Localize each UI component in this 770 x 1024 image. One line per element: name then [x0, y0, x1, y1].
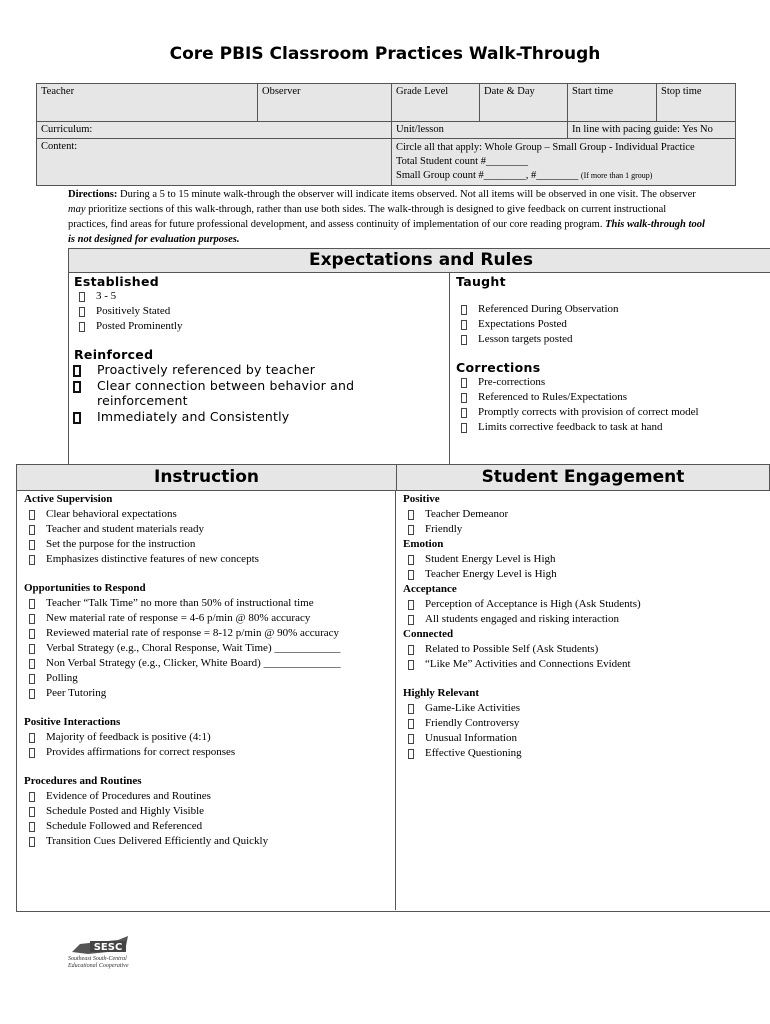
checklist-item[interactable]: Teacher Demeanor — [403, 507, 765, 522]
checklist-item[interactable]: 3 - 5 — [74, 289, 446, 304]
checkbox-icon[interactable] — [79, 292, 85, 302]
checklist-item[interactable]: Emphasizes distinctive features of new concepts — [24, 552, 394, 567]
pacing-guide-field[interactable]: In line with pacing guide: Yes No — [568, 122, 736, 139]
checkbox-icon[interactable] — [29, 629, 35, 639]
checklist-item[interactable]: New material rate of response = 4-6 p/min @ 80% accuracy — [24, 611, 394, 626]
checklist-item[interactable]: Schedule Followed and Referenced — [24, 819, 394, 834]
taught-list — [456, 302, 766, 347]
unit-lesson-field[interactable]: Unit/lesson — [392, 122, 568, 139]
sesc-logo — [68, 928, 148, 978]
checkbox-icon[interactable] — [408, 510, 414, 520]
checkbox-icon[interactable] — [408, 555, 414, 565]
date-day-field[interactable]: Date & Day — [480, 84, 568, 122]
checklist-item[interactable]: All students engaged and risking interaction — [403, 612, 765, 627]
positive-list — [403, 507, 765, 537]
checkbox-icon[interactable] — [408, 525, 414, 535]
checkbox-icon[interactable] — [29, 792, 35, 802]
checkbox-icon[interactable] — [73, 412, 81, 424]
reinforced-list — [69, 362, 446, 424]
checkbox-icon[interactable] — [79, 307, 85, 317]
checklist-item[interactable]: Peer Tutoring — [24, 686, 394, 701]
checkbox-icon[interactable] — [408, 615, 414, 625]
instruction-column — [24, 492, 394, 849]
logo-caption: Southeast South-Central Educational Cooperative — [68, 956, 129, 969]
checkbox-icon[interactable] — [29, 822, 35, 832]
checklist-item[interactable]: Promptly corrects with provision of correct model — [456, 405, 766, 420]
connected-heading: Connected — [403, 628, 454, 640]
checklist-item[interactable]: Student Energy Level is High — [403, 552, 765, 567]
checkbox-icon[interactable] — [29, 659, 35, 669]
emotion-list — [403, 552, 765, 582]
checkbox-icon[interactable] — [461, 335, 467, 345]
engagement-column — [403, 492, 765, 761]
active-supervision-list — [24, 507, 394, 567]
corrections-heading: Corrections — [456, 360, 541, 375]
checkbox-icon[interactable] — [29, 599, 35, 609]
small-group-note: (If more than 1 group) — [580, 171, 653, 180]
active-supervision-heading: Active Supervision — [24, 493, 113, 505]
checkbox-icon[interactable] — [29, 525, 35, 535]
checkbox-icon[interactable] — [408, 704, 414, 714]
directions-label: Directions: — [68, 189, 118, 200]
checkbox-icon[interactable] — [29, 614, 35, 624]
page-title: Core PBIS Classroom Practices Walk-Through — [169, 44, 601, 64]
checklist-item[interactable]: Teacher “Talk Time” no more than 50% of instructional time — [24, 596, 394, 611]
checkbox-icon[interactable] — [29, 689, 35, 699]
checkbox-icon[interactable] — [73, 365, 81, 377]
expectations-divider — [449, 272, 450, 464]
checklist-item[interactable]: Clear connection between behavior and reinforcement — [69, 378, 446, 409]
checkbox-icon[interactable] — [29, 555, 35, 565]
checkbox-icon[interactable] — [29, 540, 35, 550]
grade-level-field[interactable]: Grade Level — [392, 84, 480, 122]
corrections-list — [456, 375, 766, 435]
checkbox-icon[interactable] — [79, 322, 85, 332]
grouping-field[interactable] — [392, 139, 736, 186]
positive-heading: Positive — [403, 493, 440, 505]
stop-time-field[interactable]: Stop time — [657, 84, 736, 122]
directions-emphasis: This walk-through tool is not designed for evaluation purposes. — [68, 219, 705, 245]
instruction-engagement-divider — [395, 464, 396, 910]
checklist-item[interactable]: Pre-corrections — [456, 375, 766, 390]
checkbox-icon[interactable] — [408, 749, 414, 759]
logo-text: SESC — [93, 942, 123, 953]
checklist-item[interactable]: Proactively referenced by teacher — [69, 362, 446, 378]
highly-relevant-list — [403, 701, 765, 761]
checkbox-icon[interactable] — [461, 305, 467, 315]
established-list — [74, 289, 446, 334]
checklist-item[interactable]: “Like Me” Activities and Connections Evident — [403, 657, 765, 672]
checkbox-icon[interactable] — [408, 600, 414, 610]
checklist-item[interactable]: Immediately and Consistently — [69, 409, 446, 425]
reinforced-heading: Reinforced — [74, 347, 154, 362]
directions-text-1: During a 5 to 15 minute walk-through the observer will indicate items observed. Not all items will be observed in one visit. The observer — [117, 189, 696, 200]
teacher-field[interactable]: Teacher — [37, 84, 258, 122]
expectations-heading: Expectations and Rules — [68, 248, 770, 273]
acceptance-list — [403, 597, 765, 627]
checkbox-icon[interactable] — [408, 660, 414, 670]
checklist-item[interactable]: Polling — [24, 671, 394, 686]
checkbox-icon[interactable] — [461, 378, 467, 388]
acceptance-heading: Acceptance — [403, 583, 457, 595]
checklist-item[interactable]: Teacher and student materials ready — [24, 522, 394, 537]
checklist-item[interactable]: Posted Prominently — [74, 319, 446, 334]
directions — [68, 187, 708, 247]
checklist-item[interactable]: Expectations Posted — [456, 317, 766, 332]
procedures-heading: Procedures and Routines — [24, 775, 142, 787]
checkbox-icon[interactable] — [29, 510, 35, 520]
checkbox-icon[interactable] — [73, 381, 81, 393]
checklist-item[interactable]: Limits corrective feedback to task at hand — [456, 420, 766, 435]
total-count-text: Total Student count #________ — [396, 156, 528, 167]
content-field[interactable]: Content: — [37, 139, 392, 186]
checklist-item[interactable]: Lesson targets posted — [456, 332, 766, 347]
taught-heading: Taught — [456, 274, 506, 289]
checkbox-icon[interactable] — [461, 408, 467, 418]
checkbox-icon[interactable] — [29, 837, 35, 847]
checkbox-icon[interactable] — [408, 570, 414, 580]
checklist-item[interactable]: Friendly — [403, 522, 765, 537]
sesc-logo-mark — [68, 928, 148, 978]
checklist-item[interactable]: Verbal Strategy (e.g., Choral Response, Wait Time) ____________ — [24, 641, 394, 656]
checklist-item[interactable]: Teacher Energy Level is High — [403, 567, 765, 582]
expectations-right — [456, 274, 766, 435]
checkbox-icon[interactable] — [29, 807, 35, 817]
checkbox-icon[interactable] — [408, 645, 414, 655]
positive-interactions-list — [24, 730, 394, 760]
procedures-list — [24, 789, 394, 849]
start-time-field[interactable]: Start time — [568, 84, 657, 122]
checklist-item[interactable]: Evidence of Procedures and Routines — [24, 789, 394, 804]
header-table — [36, 83, 736, 186]
checklist-item[interactable]: Non Verbal Strategy (e.g., Clicker, White Board) ______________ — [24, 656, 394, 671]
checkbox-icon[interactable] — [461, 423, 467, 433]
checkbox-icon[interactable] — [29, 733, 35, 743]
positive-interactions-heading: Positive Interactions — [24, 716, 121, 728]
checklist-item[interactable]: Effective Questioning — [403, 746, 765, 761]
small-group-count-text: Small Group count #________, #________ — [396, 170, 579, 181]
checkbox-icon[interactable] — [29, 748, 35, 758]
checkbox-icon[interactable] — [29, 674, 35, 684]
checkbox-icon[interactable] — [461, 393, 467, 403]
checklist-item[interactable]: Friendly Controversy — [403, 716, 765, 731]
checklist-item[interactable]: Schedule Posted and Highly Visible — [24, 804, 394, 819]
checklist-item[interactable]: Transition Cues Delivered Efficiently and Quickly — [24, 834, 394, 849]
engagement-heading: Student Engagement — [396, 464, 770, 491]
checklist-item[interactable]: Positively Stated — [74, 304, 446, 319]
small-group-row — [396, 169, 731, 183]
checklist-item[interactable]: Unusual Information — [403, 731, 765, 746]
checklist-item[interactable]: Clear behavioral expectations — [24, 507, 394, 522]
expectations-left — [74, 274, 446, 424]
connected-list — [403, 642, 765, 672]
established-heading: Established — [74, 274, 159, 289]
checkbox-icon[interactable] — [408, 734, 414, 744]
curriculum-field[interactable]: Curriculum: — [37, 122, 392, 139]
directions-text-2: prioritize sections of this walk-through, rather than use both sides. The walk-through is designed to give feedback on current instructional practices, find areas for future professional development, and assess continuity of implementation of our core reading program. — [68, 204, 667, 230]
checklist-item[interactable]: Set the purpose for the instruction — [24, 537, 394, 552]
checklist-item[interactable]: Reviewed material rate of response = 8-12 p/min @ 90% accuracy — [24, 626, 394, 641]
opportunities-heading: Opportunities to Respond — [24, 582, 146, 594]
checklist-item[interactable]: Provides affirmations for correct responses — [24, 745, 394, 760]
checklist-item[interactable]: Referenced to Rules/Expectations — [456, 390, 766, 405]
checkbox-icon[interactable] — [29, 644, 35, 654]
observer-field[interactable]: Observer — [258, 84, 392, 122]
checklist-item[interactable]: Perception of Acceptance is High (Ask Students) — [403, 597, 765, 612]
checkbox-icon[interactable] — [408, 719, 414, 729]
circle-all-text: Circle all that apply: Whole Group – Small Group - Individual Practice — [396, 142, 695, 153]
emotion-heading: Emotion — [403, 538, 444, 550]
checklist-item[interactable]: Related to Possible Self (Ask Students) — [403, 642, 765, 657]
directions-may: may — [68, 204, 86, 215]
checklist-item[interactable]: Referenced During Observation — [456, 302, 766, 317]
instruction-heading: Instruction — [16, 464, 397, 491]
checklist-item[interactable]: Majority of feedback is positive (4:1) — [24, 730, 394, 745]
checklist-item[interactable]: Game-Like Activities — [403, 701, 765, 716]
opportunities-list — [24, 596, 394, 701]
checkbox-icon[interactable] — [461, 320, 467, 330]
highly-relevant-heading: Highly Relevant — [403, 687, 480, 699]
